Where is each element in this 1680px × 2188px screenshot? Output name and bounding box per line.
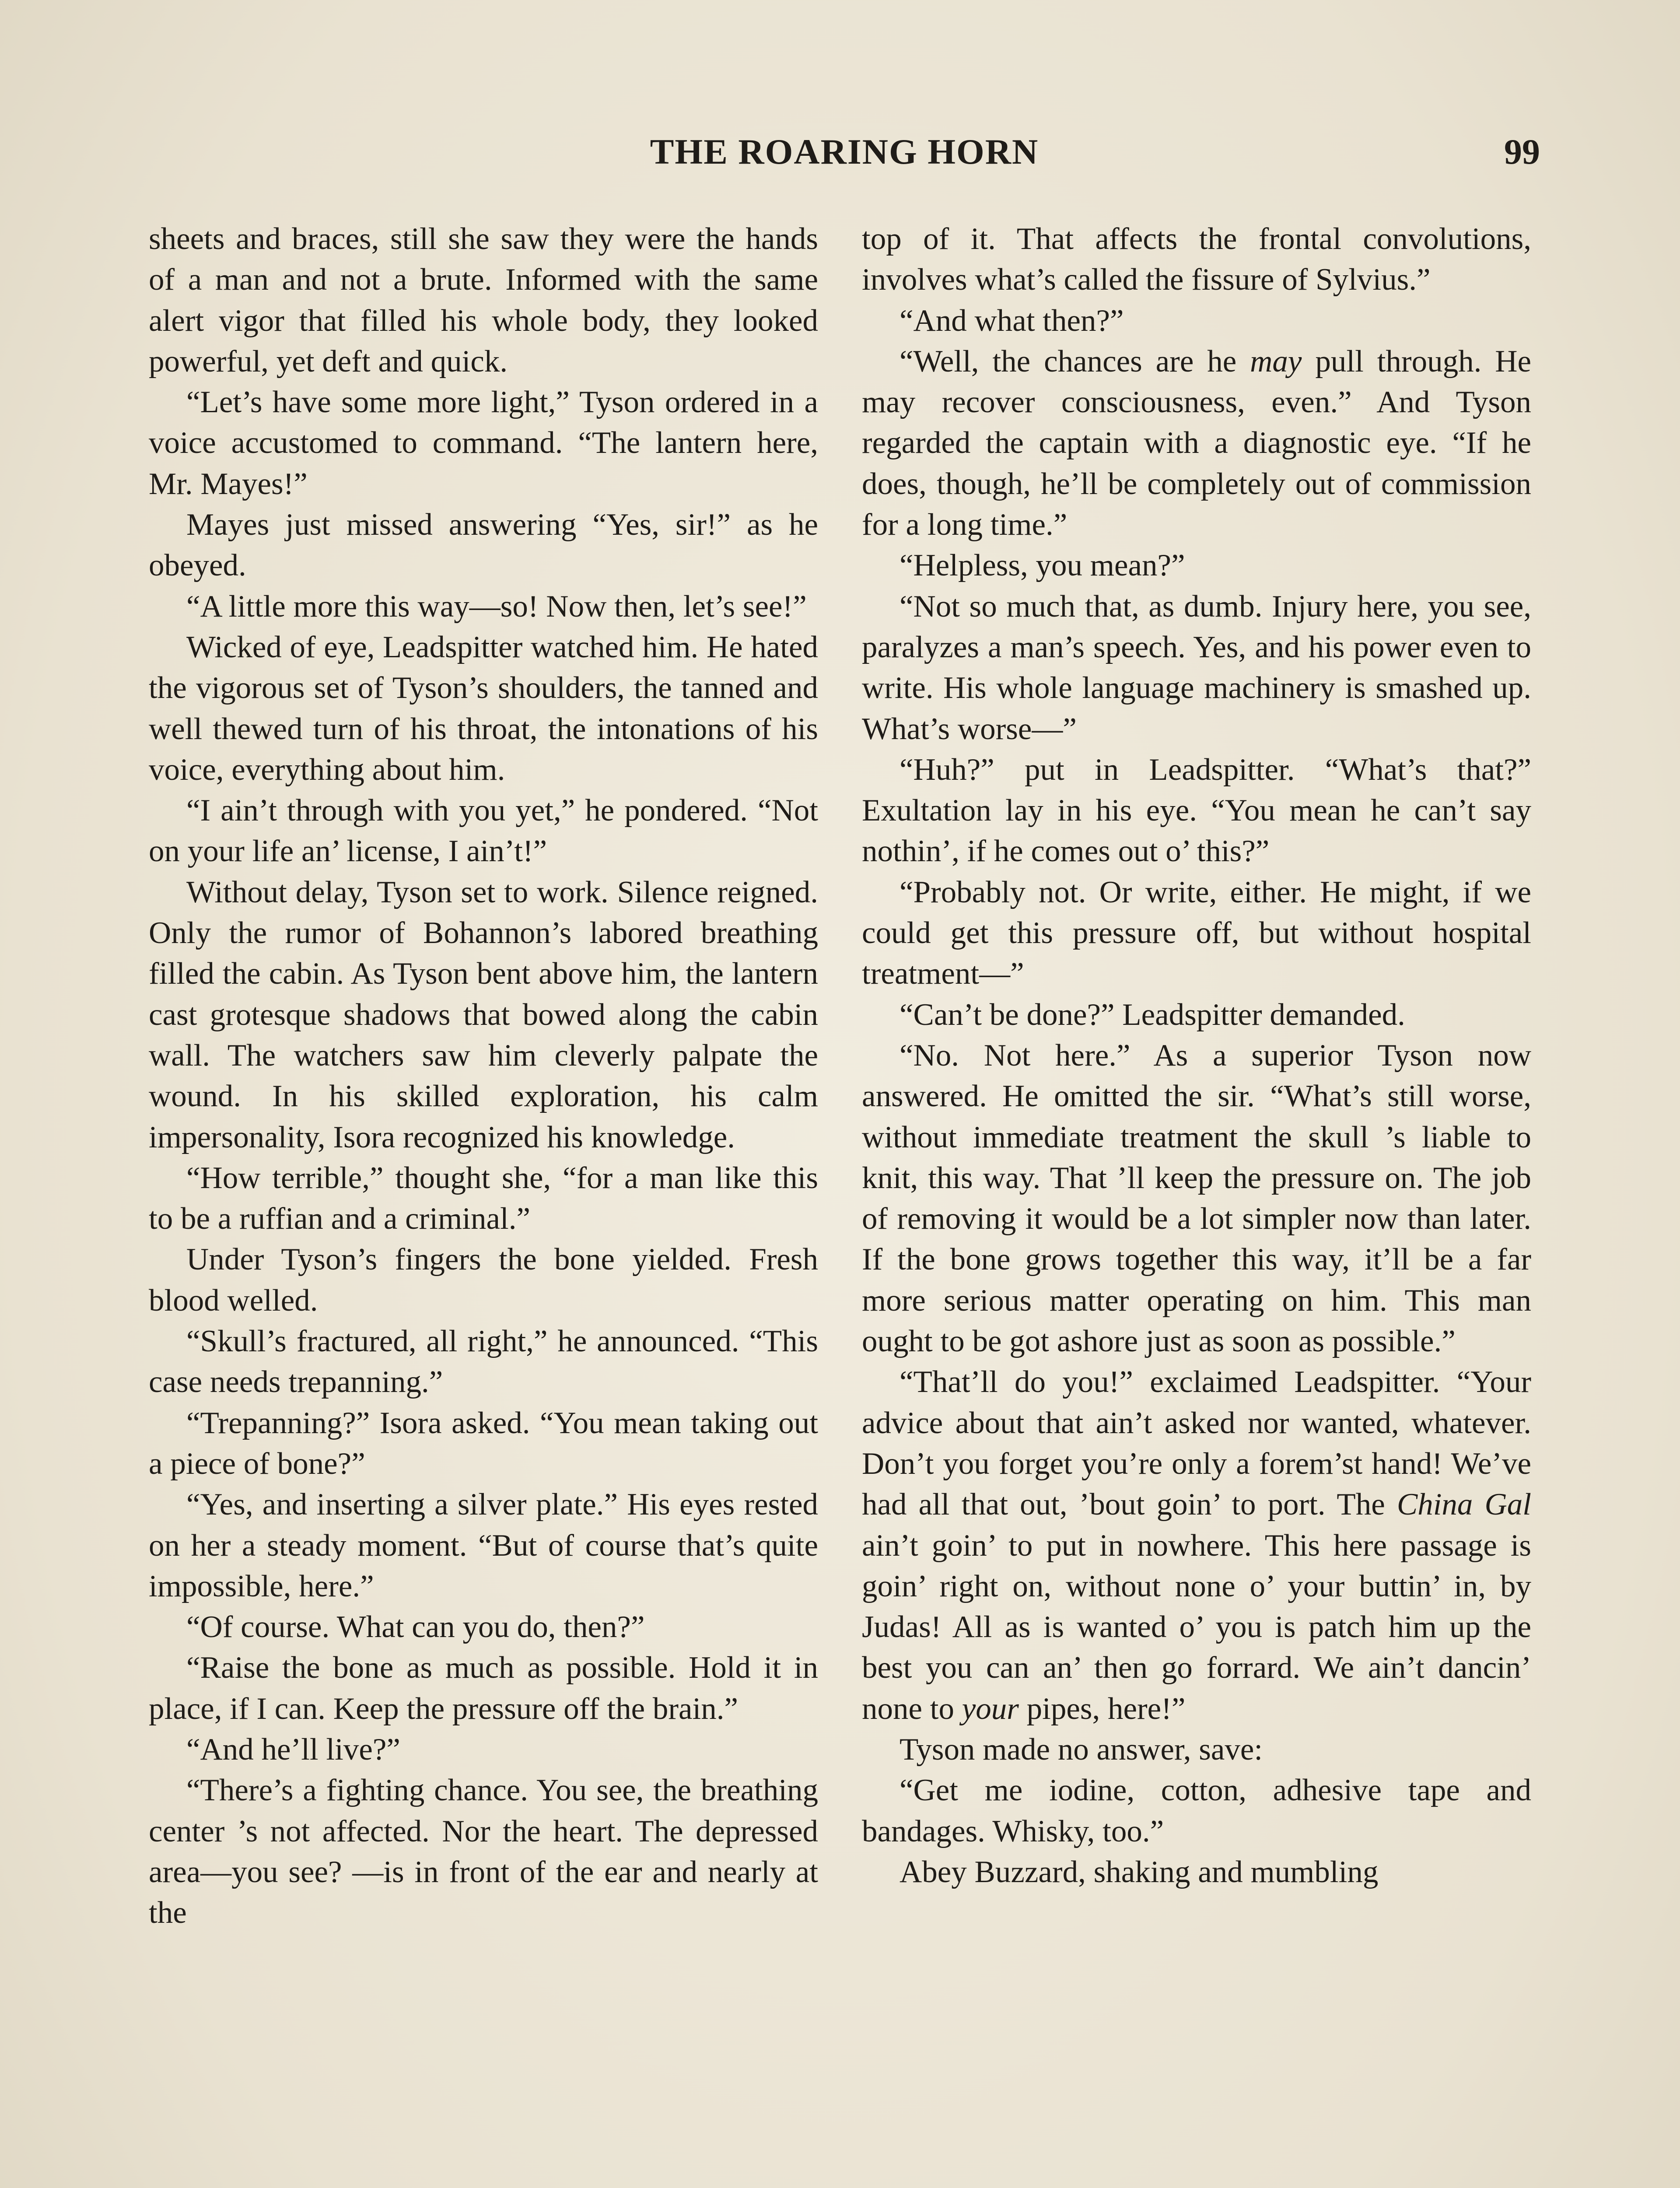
- paragraph: “Huh?” put in Leadspitter. “What’s that?” Exultation lay in his eye. “You mean he can’t say nothin’, if he comes out o’ this?”: [862, 752, 1531, 869]
- paragraph: “Probably not. Or write, either. He might, if we could get this pressure off, but without hospital treatment—”: [862, 875, 1531, 991]
- paragraph: [862, 1362, 1531, 1729]
- text-run: ain’t goin’ to put in nowhere. This here passage is goin’ right on, without none o’ your buttin’ in, by Judas! All as is wanted o’ you is patch him up the best you can an’ then go forrard. We ain’t dancin’ none to: [862, 1528, 1531, 1726]
- paragraph: “I ain’t through with you yet,” he pondered. “Not on your life an’ license, I ain’t!”: [149, 793, 818, 869]
- page-number: 99: [1504, 132, 1540, 172]
- paragraph: “There’s a fighting chance. You see, the breathing center ’s not affected. Nor the heart. The depressed area—you see? —is in front of the ear and nearly at the: [149, 1773, 818, 1930]
- paragraph: “And he’ll live?”: [186, 1732, 400, 1767]
- page-header: [149, 131, 1540, 179]
- text-run: “That’ll do you!” exclaimed Leadspitter. “Your advice about that ain’t asked nor wanted, whatever. Don’t you forget you’re only a forem’st hand! We’ve had all that out, ’bout goin’ to port. The: [862, 1365, 1531, 1522]
- left-column: [149, 219, 818, 2188]
- paragraph: “Can’t be done?” Leadspitter demanded.: [900, 997, 1405, 1032]
- emphasis: your: [962, 1691, 1019, 1726]
- paragraph: Under Tyson’s fingers the bone yielded. Fresh blood welled.: [149, 1242, 818, 1318]
- paragraph: sheets and braces, still she saw they were the hands of a man and not a brute. Informed with the same alert vigor that filled his whole body, they looked powerful, yet deft and quick.: [149, 222, 818, 379]
- paragraph: “Of course. What can you do, then?”: [186, 1610, 645, 1645]
- paragraph: Tyson made no answer, save:: [900, 1732, 1263, 1767]
- emphasis: China Gal: [1396, 1487, 1531, 1522]
- text-run: “Well, the chances are he: [900, 344, 1250, 379]
- paragraph: Mayes just missed answering “Yes, sir!” as he obeyed.: [149, 508, 818, 583]
- paragraph: “A little more this way—so! Now then, let’s see!”: [186, 589, 807, 624]
- running-title: THE ROARING HORN: [650, 132, 1039, 172]
- paragraph: “Let’s have some more light,” Tyson ordered in a voice accustomed to command. “The lantern here, Mr. Mayes!”: [149, 385, 818, 501]
- paragraph: “Helpless, you mean?”: [900, 548, 1185, 583]
- paragraph: “Skull’s fractured, all right,” he announced. “This case needs trepanning.”: [149, 1324, 818, 1399]
- paragraph: Wicked of eye, Leadspitter watched him. He hated the vigorous set of Tyson’s shoulders, the tanned and well thewed turn of his throat, the intonations of his voice, everything about him.: [149, 630, 818, 787]
- paragraph: [862, 341, 1531, 545]
- text-run: pull through. He may recover consciousness, even.” And Tyson regarded the captain with a diagnostic eye. “If he does, though, he’ll be completely out of commission for a long time.”: [862, 344, 1531, 542]
- paragraph: top of it. That affects the frontal convolutions, involves what’s called the fissure of Sylvius.”: [862, 222, 1531, 297]
- paragraph: “Trepanning?” Isora asked. “You mean taking out a piece of bone?”: [149, 1406, 818, 1481]
- paragraph: “And what then?”: [900, 303, 1124, 338]
- paragraph: “Yes, and inserting a silver plate.” His eyes rested on her a steady moment. “But of course that’s quite impossible, here.”: [149, 1487, 818, 1603]
- paragraph: “Raise the bone as much as possible. Hold it in place, if I can. Keep the pressure off the brain.”: [149, 1651, 818, 1726]
- paragraph: Abey Buzzard, shaking and mumbling: [900, 1855, 1379, 1889]
- paragraph: “No. Not here.” As a superior Tyson now answered. He omitted the sir. “What’s still worse, without immediate treatment the skull ’s liable to knit, this way. That ’ll keep the pressure on. The job of removing it would be a lot simpler now than later. If the bone grows together this way, it’ll be a far more serious matter operating on him. This man ought to be got ashore just as soon as possible.”: [862, 1038, 1531, 1359]
- paragraph: Without delay, Tyson set to work. Silence reigned. Only the rumor of Bohannon’s labored breathing filled the cabin. As Tyson bent above him, the lantern cast grotesque shadows that bowed along the cabin wall. The watchers saw him cleverly palpate the wound. In his skilled exploration, his calm impersonality, Isora recognized his knowledge.: [149, 875, 818, 1154]
- paragraph: “Not so much that, as dumb. Injury here, you see, paralyzes a man’s speech. Yes, and his power even to write. His whole language machinery is smashed up. What’s worse—”: [862, 589, 1531, 746]
- paragraph: “Get me iodine, cotton, adhesive tape and bandages. Whisky, too.”: [862, 1773, 1531, 1848]
- right-column: [862, 219, 1531, 2188]
- text-run: pipes, here!”: [1018, 1691, 1186, 1726]
- emphasis: may: [1250, 344, 1302, 379]
- paragraph: “How terrible,” thought she, “for a man like this to be a ruffian and a criminal.”: [149, 1161, 818, 1236]
